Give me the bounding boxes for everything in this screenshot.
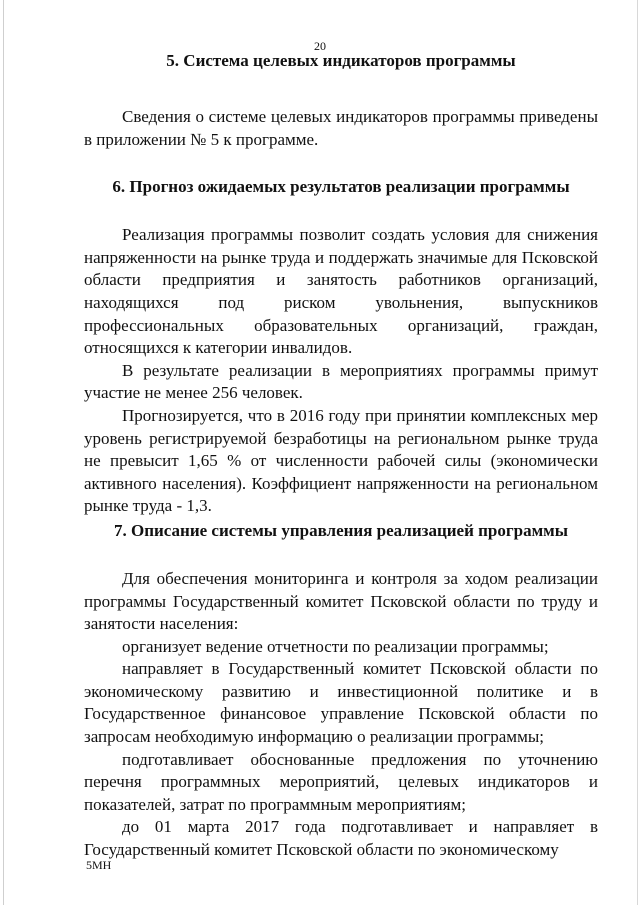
- section-7-paragraph: направляет в Государственный комитет Псковской области по экономическому развитию и инвестиционной политике и в Государственное финансовое управление Псковской области по запросам необходимую информацию о реализации программы;: [84, 659, 598, 747]
- section-7-paragraph: Для обеспечения мониторинга и контроля за ходом реализации программы Государственный комитет Псковской области по труду и занятости населения:: [84, 568, 598, 634]
- section-7: [84, 520, 598, 862]
- section-6-paragraph: В результате реализации в мероприятиях программы примут участие не менее 256 человек.: [84, 360, 598, 403]
- section-5-heading: 5. Система целевых индикаторов программы: [166, 51, 516, 70]
- scan-edge-right: [637, 0, 638, 905]
- section-5-paragraph: Сведения о системе целевых индикаторов программы приведены в приложении № 5 к программе.: [84, 107, 598, 149]
- section-6: [84, 176, 598, 518]
- section-6-heading: 6. Прогноз ожидаемых результатов реализации программы: [112, 177, 570, 197]
- section-6-paragraph: Реализация программы позволит создать условия для снижения напряженности на рынке труда и поддержать значимые для Псковской области предприятия и занятость работников организаций, находящихся под риском увольнения, выпускников профессиональных образовательных организаций, граждан, относящихся к категории инвалидов.: [84, 225, 598, 358]
- scan-edge-left: [3, 0, 4, 905]
- section-7-paragraph: до 01 марта 2017 года подготавливает и направляет в Государственный комитет Псковской области по экономическому: [84, 817, 598, 860]
- section-7-paragraph: организует ведение отчетности по реализации программы;: [122, 636, 549, 656]
- section-7-paragraph: подготавливает обоснованные предложения по уточнению перечня программных мероприятий, целевых индикаторов и показателей, затрат по программным мероприятиям;: [84, 749, 598, 814]
- section-6-paragraph: Прогнозируется, что в 2016 году при принятии комплексных мер уровень регистрируемой безработицы на региональном рынке труда не превысит 1,65 % от численности рабочей силы (экономически активного населения). Коэффициент напряженности на региональном рынке труда - 1,3.: [84, 405, 598, 516]
- page-number: 20: [314, 39, 326, 53]
- section-7-heading: 7. Описание системы управления реализацией программы: [113, 520, 568, 540]
- footer-document-code: 5МН: [86, 858, 112, 872]
- section-5: [84, 50, 598, 151]
- page-content: [84, 50, 598, 862]
